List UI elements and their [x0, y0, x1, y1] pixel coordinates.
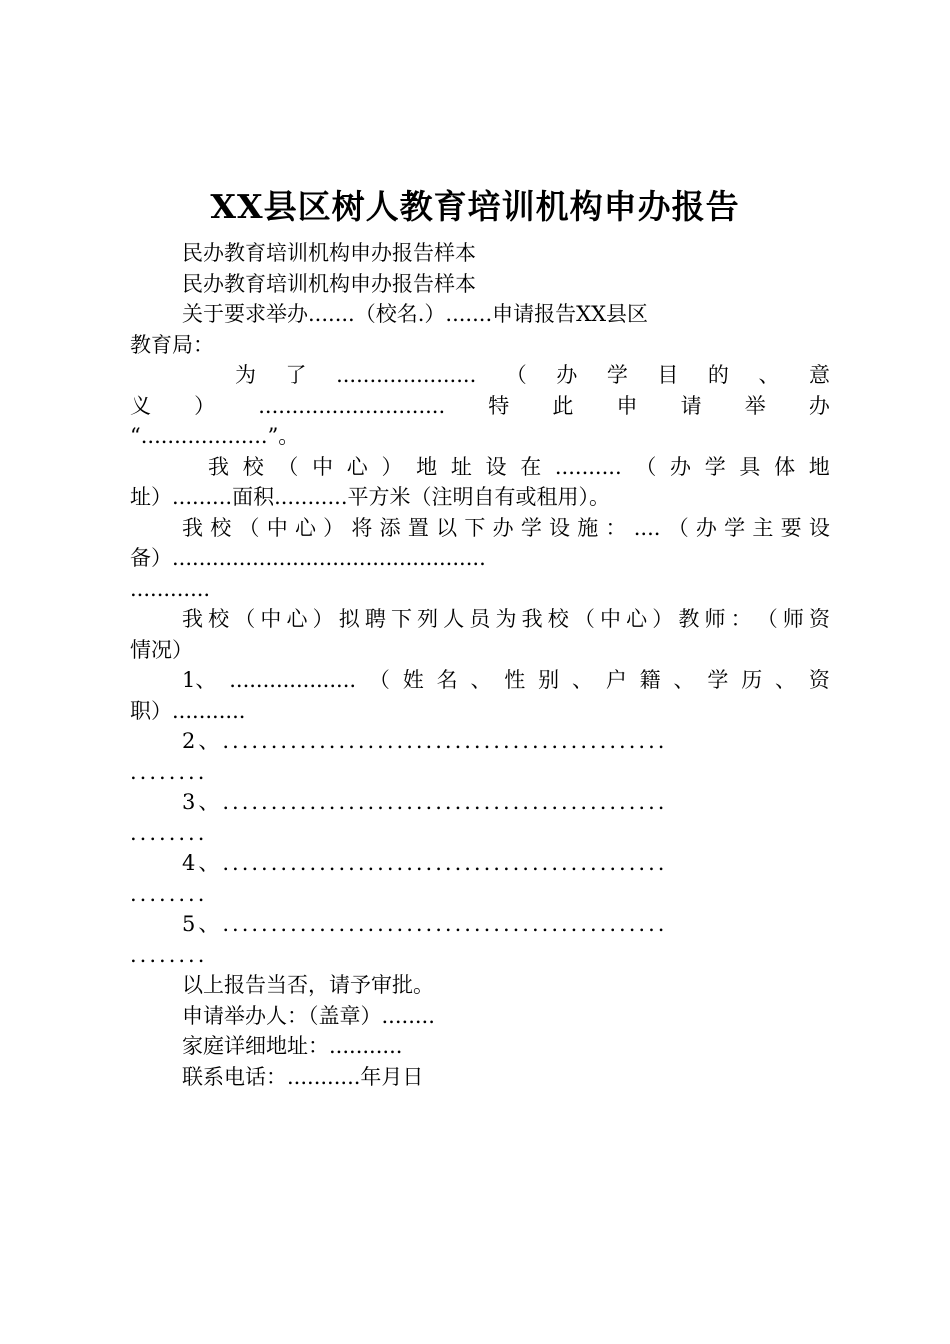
text-segment: （: [505, 363, 527, 387]
text-segment: 校: [208, 607, 230, 631]
facilities-line-end: ............: [130, 576, 211, 601]
text-segment: 员: [469, 607, 491, 631]
text-segment: 办: [556, 363, 578, 387]
approval-request-line: 以上报告当否，请予审批。: [182, 973, 434, 997]
subtitle-line: 民办教育培训机构申办报告样本: [182, 241, 476, 265]
text-segment: 特: [488, 393, 510, 418]
text-segment: ............................: [258, 393, 446, 418]
text-segment: 姓: [402, 668, 424, 692]
text-segment: 1、: [182, 668, 217, 692]
text-segment: 办: [670, 454, 692, 479]
contact-phone-line: 联系电话：...........年月日: [182, 1064, 424, 1089]
text-segment: 意: [808, 363, 830, 387]
text-segment: 要: [780, 515, 802, 540]
text-segment: 拟: [338, 607, 360, 631]
text-segment: 聘: [364, 607, 386, 631]
text-segment: 在: [520, 454, 542, 479]
text-segment: 历: [741, 668, 763, 692]
purpose-line-end: “...................”。: [130, 424, 300, 448]
text-segment: 办: [808, 393, 830, 418]
teacher-item-4-cont: ........: [130, 881, 208, 906]
purpose-line: [130, 360, 830, 391]
document-title: XX县区树人教育培训机构申办报告: [210, 187, 740, 226]
text-segment: 下: [391, 607, 412, 631]
text-segment: 为: [235, 363, 256, 387]
applicant-line: 申请举办人：（盖章）........: [182, 1003, 435, 1028]
text-segment: （: [368, 668, 390, 692]
text-segment: ）: [652, 607, 674, 631]
text-segment: ）: [312, 607, 334, 631]
text-segment: 中: [260, 607, 282, 631]
teacher-item-5: 5、..............................................: [182, 912, 668, 936]
text-segment: 请: [680, 393, 702, 418]
text-segment: 我: [208, 454, 229, 479]
text-segment: 校: [210, 515, 232, 540]
text-segment: 校: [242, 454, 264, 479]
text-segment: 主: [752, 515, 774, 540]
text-segment: 别: [538, 668, 560, 692]
text-segment: 教: [678, 607, 700, 631]
text-segment: 资: [809, 607, 830, 631]
text-segment: 心: [626, 607, 648, 631]
text-segment: 心: [294, 515, 316, 540]
text-segment: ）: [194, 393, 216, 418]
facilities-line: [130, 513, 830, 544]
teacher-item-3-cont: ........: [130, 820, 208, 845]
text-segment: 籍: [639, 668, 661, 692]
text-segment: ：: [605, 515, 627, 540]
text-segment: 、: [571, 668, 593, 692]
text-segment: （: [277, 454, 299, 479]
text-segment: 为: [495, 607, 517, 631]
text-segment: 名: [436, 668, 458, 692]
text-segment: 我: [182, 515, 203, 540]
teacher-item-4: 4、..............................................: [182, 851, 668, 875]
teachers-line-cont: 情况）: [130, 637, 193, 662]
text-segment: ...................: [229, 668, 357, 692]
text-segment: 学: [707, 668, 729, 692]
address-line-cont: 址）.........面积...........平方米（注明自有或租用）。: [130, 485, 611, 509]
text-segment: 施: [577, 515, 599, 540]
teachers-line: [130, 604, 830, 635]
text-segment: 办: [695, 515, 717, 540]
text-segment: 具: [739, 454, 761, 479]
text-segment: ..........: [554, 454, 622, 479]
teacher-item-1: [130, 665, 830, 696]
purpose-line-cont: [130, 391, 830, 422]
text-segment: 址: [450, 454, 472, 479]
home-address-line: 家庭详细地址：...........: [182, 1034, 403, 1058]
text-segment: .....................: [336, 363, 477, 387]
text-segment: 学: [520, 515, 542, 540]
text-segment: 我: [182, 607, 203, 631]
text-segment: 此: [552, 393, 574, 418]
text-segment: 学: [724, 515, 746, 540]
text-segment: 心: [346, 454, 368, 479]
text-segment: 申: [616, 393, 638, 418]
text-segment: 校: [547, 607, 569, 631]
text-segment: 中: [312, 454, 334, 479]
text-segment: 了: [285, 363, 307, 387]
text-segment: ）: [381, 454, 403, 479]
text-segment: （: [573, 607, 595, 631]
text-segment: 师: [704, 607, 726, 631]
text-segment: 设: [485, 454, 507, 479]
text-segment: 、: [758, 363, 780, 387]
text-segment: 地: [416, 454, 438, 479]
teacher-item-2-cont: ........: [130, 759, 208, 784]
text-segment: 学: [606, 363, 628, 387]
report-heading-line: 关于要求举办.......（校名.）.......申请报告XX县区: [182, 302, 649, 326]
text-segment: ....: [633, 515, 661, 540]
text-segment: 设: [549, 515, 571, 540]
document-body: [130, 238, 830, 1092]
text-segment: 心: [286, 607, 308, 631]
text-segment: 我: [521, 607, 543, 631]
text-segment: 、: [470, 668, 492, 692]
text-segment: 、: [775, 668, 797, 692]
text-segment: 举: [744, 393, 766, 418]
subtitle-line: 民办教育培训机构申办报告样本: [182, 271, 476, 296]
text-segment: 置: [407, 515, 429, 540]
text-segment: （: [238, 515, 260, 540]
facilities-line-cont: 备）...............................................: [130, 546, 486, 570]
addressee-line: 教育局：: [130, 332, 214, 357]
text-segment: 中: [266, 515, 288, 540]
text-segment: ）: [323, 515, 345, 540]
text-segment: 目: [657, 363, 679, 387]
text-segment: 列: [417, 607, 439, 631]
text-segment: 下: [464, 515, 486, 540]
text-segment: 体: [774, 454, 796, 479]
text-segment: （: [667, 515, 689, 540]
text-segment: 义: [130, 393, 151, 418]
text-segment: （: [635, 454, 657, 479]
text-segment: 的: [707, 363, 729, 387]
text-segment: 地: [808, 454, 830, 479]
text-segment: 人: [443, 607, 465, 631]
teacher-item-1-cont: 职）...........: [130, 698, 246, 723]
text-segment: 学: [704, 454, 726, 479]
text-segment: 、: [673, 668, 695, 692]
address-line: [130, 452, 830, 483]
text-segment: 户: [605, 668, 627, 692]
text-segment: 性: [504, 668, 526, 692]
text-segment: 中: [600, 607, 621, 631]
text-segment: ：: [730, 607, 752, 631]
text-segment: 以: [436, 515, 458, 540]
text-segment: （: [234, 607, 256, 631]
text-segment: 设: [808, 515, 830, 540]
text-segment: （: [756, 607, 778, 631]
text-segment: 资: [808, 668, 830, 692]
text-segment: 添: [379, 515, 401, 540]
teacher-item-5-cont: ........: [130, 942, 208, 967]
text-segment: 办: [492, 515, 514, 540]
text-segment: 将: [351, 515, 373, 540]
text-segment: 师: [782, 607, 804, 631]
teacher-item-3: 3、..............................................: [182, 790, 668, 814]
teacher-item-2: 2、..............................................: [182, 729, 668, 753]
